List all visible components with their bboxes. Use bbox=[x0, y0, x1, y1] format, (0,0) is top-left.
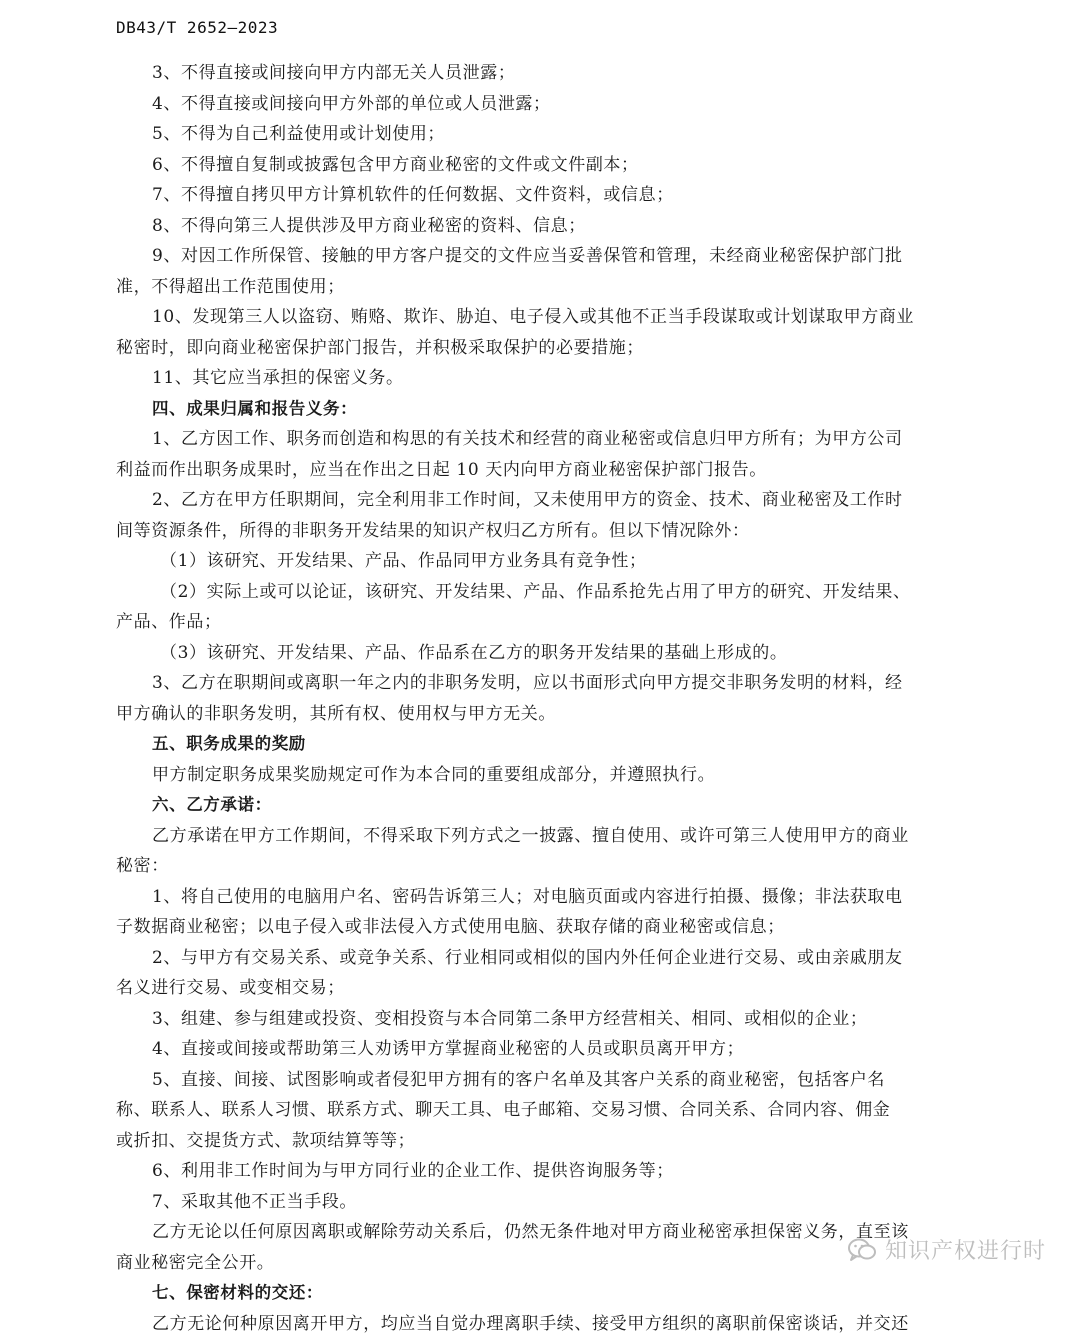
text-line: 乙方无论以任何原因离职或解除劳动关系后，仍然无条件地对甲方商业秘密承担保密义务，直至该 bbox=[116, 1217, 976, 1248]
text-line: 或折扣、交提货方式、款项结算等等； bbox=[116, 1126, 976, 1157]
text-line: 称、联系人、联系人习惯、联系方式、聊天工具、电子邮箱、交易习惯、合同关系、合同内容、佣金 bbox=[116, 1095, 976, 1126]
text-line: 9、对因工作所保管、接触的甲方客户提交的文件应当妥善保管和管理，未经商业秘密保护部门批 bbox=[116, 241, 976, 272]
text-line: 利益而作出职务成果时，应当在作出之日起 10 天内向甲方商业秘密保护部门报告。 bbox=[116, 455, 976, 486]
text-line: 5、直接、间接、试图影响或者侵犯甲方拥有的客户名单及其客户关系的商业秘密，包括客户名 bbox=[116, 1065, 976, 1096]
text-line: 1、将自己使用的电脑用户名、密码告诉第三人；对电脑页面或内容进行拍摄、摄像；非法获取电 bbox=[116, 882, 976, 913]
text-line: 4、不得直接或间接向甲方外部的单位或人员泄露； bbox=[116, 89, 976, 120]
wechat-icon bbox=[847, 1237, 877, 1263]
watermark bbox=[847, 1234, 1046, 1265]
document-body bbox=[116, 58, 976, 1339]
section-heading: 七、保密材料的交还： bbox=[116, 1278, 976, 1309]
text-line: 秘密时，即向商业秘密保护部门报告，并积极采取保护的必要措施； bbox=[116, 333, 976, 364]
text-line: 名义进行交易、或变相交易； bbox=[116, 973, 976, 1004]
section-heading: 六、乙方承诺： bbox=[116, 790, 976, 821]
text-line: 5、不得为自己利益使用或计划使用； bbox=[116, 119, 976, 150]
text-line: 2、乙方在甲方任职期间，完全利用非工作时间，又未使用甲方的资金、技术、商业秘密及工作时 bbox=[116, 485, 976, 516]
text-line: 秘密： bbox=[116, 851, 976, 882]
text-line: 7、不得擅自拷贝甲方计算机软件的任何数据、文件资料，或信息； bbox=[116, 180, 976, 211]
text-line: 8、不得向第三人提供涉及甲方商业秘密的资料、信息； bbox=[116, 211, 976, 242]
section-heading: 五、职务成果的奖励 bbox=[116, 729, 976, 760]
text-line: （3）该研究、开发结果、产品、作品系在乙方的职务开发结果的基础上形成的。 bbox=[116, 638, 976, 669]
document-code: DB43/T 2652—2023 bbox=[116, 18, 278, 37]
text-line: （1）该研究、开发结果、产品、作品同甲方业务具有竞争性； bbox=[116, 546, 976, 577]
text-line: 商业秘密完全公开。 bbox=[116, 1248, 976, 1279]
text-line: 子数据商业秘密；以电子侵入或非法侵入方式使用电脑、获取存储的商业秘密或信息； bbox=[116, 912, 976, 943]
text-line: 乙方承诺在甲方工作期间，不得采取下列方式之一披露、擅自使用、或许可第三人使用甲方的商业 bbox=[116, 821, 976, 852]
text-line: 2、与甲方有交易关系、或竞争关系、行业相同或相似的国内外任何企业进行交易、或由亲戚朋友 bbox=[116, 943, 976, 974]
text-line: 3、不得直接或间接向甲方内部无关人员泄露； bbox=[116, 58, 976, 89]
text-line: 11、其它应当承担的保密义务。 bbox=[116, 363, 976, 394]
text-line: 甲方制定职务成果奖励规定可作为本合同的重要组成部分，并遵照执行。 bbox=[116, 760, 976, 791]
text-line: 4、直接或间接或帮助第三人劝诱甲方掌握商业秘密的人员或职员离开甲方； bbox=[116, 1034, 976, 1065]
text-line: 3、乙方在职期间或离职一年之内的非职务发明，应以书面形式向甲方提交非职务发明的材料，经 bbox=[116, 668, 976, 699]
text-line: 10、发现第三人以盗窃、贿赂、欺诈、胁迫、电子侵入或其他不正当手段谋取或计划谋取甲方商业 bbox=[116, 302, 976, 333]
text-line: 1、乙方因工作、职务而创造和构思的有关技术和经营的商业秘密或信息归甲方所有；为甲方公司 bbox=[116, 424, 976, 455]
text-line: （2）实际上或可以论证，该研究、开发结果、产品、作品系抢先占用了甲方的研究、开发结果、 bbox=[116, 577, 976, 608]
text-line: 6、不得擅自复制或披露包含甲方商业秘密的文件或文件副本； bbox=[116, 150, 976, 181]
text-line: 3、组建、参与组建或投资、变相投资与本合同第二条甲方经营相关、相同、或相似的企业； bbox=[116, 1004, 976, 1035]
section-heading: 四、成果归属和报告义务： bbox=[116, 394, 976, 425]
text-line: 甲方确认的非职务发明，其所有权、使用权与甲方无关。 bbox=[116, 699, 976, 730]
text-line: 7、采取其他不正当手段。 bbox=[116, 1187, 976, 1218]
text-line: 乙方无论何种原因离开甲方，均应当自觉办理离职手续、接受甲方组织的离职前保密谈话，并交还 bbox=[116, 1309, 976, 1339]
watermark-text: 知识产权进行时 bbox=[885, 1234, 1046, 1265]
text-line: 准，不得超出工作范围使用； bbox=[116, 272, 976, 303]
text-line: 6、利用非工作时间为与甲方同行业的企业工作、提供咨询服务等； bbox=[116, 1156, 976, 1187]
text-line: 产品、作品； bbox=[116, 607, 976, 638]
text-line: 间等资源条件，所得的非职务开发结果的知识产权归乙方所有。但以下情况除外： bbox=[116, 516, 976, 547]
